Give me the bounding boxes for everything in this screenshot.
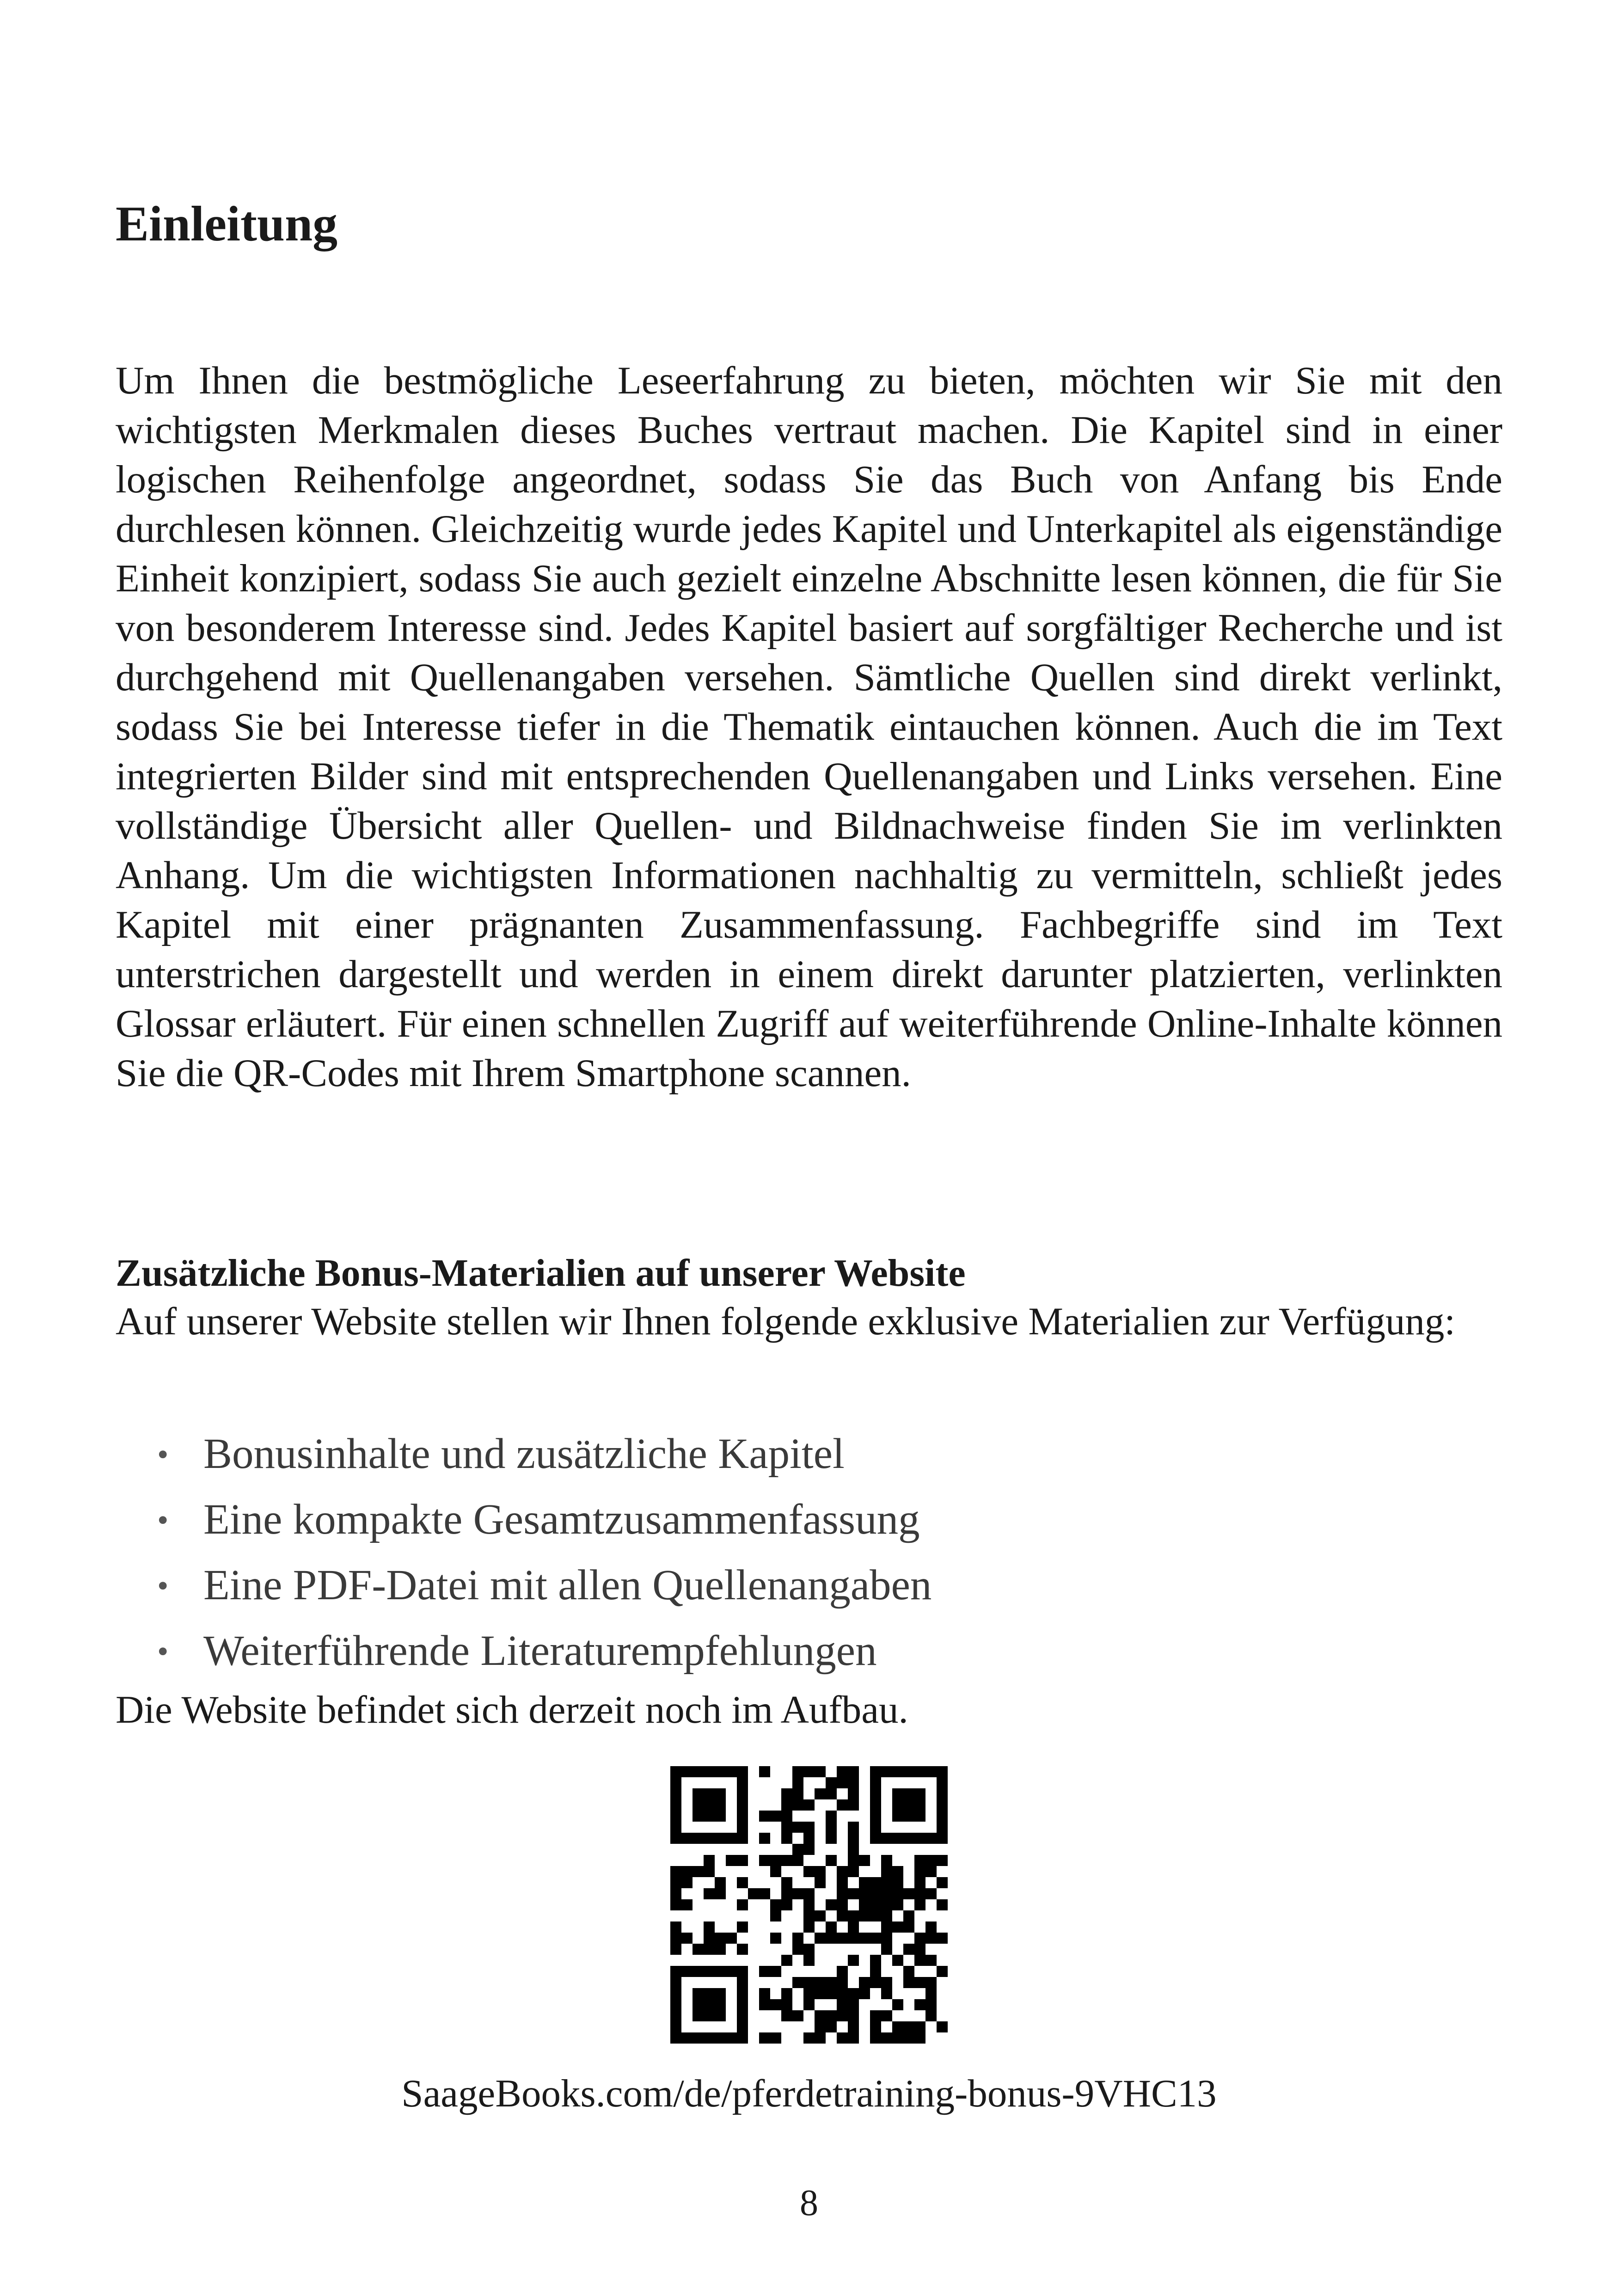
- list-item-label: Eine PDF-Datei mit allen Quellenangaben: [203, 1561, 932, 1609]
- list-item-label: Weiterführende Literaturempfehlungen: [203, 1627, 877, 1675]
- intro-paragraph: Um Ihnen die bestmögliche Leseerfahrung zu bieten, möchten wir Sie mit den wichtigsten Merkmalen dieses Buches vertraut machen. Die Kapitel sind in einer logischen Reihenfolge angeordnet, sodass Sie das Buch von Anfang bis Ende durchlesen können. Gleichzeitig wurde jedes Kapitel und Unterkapitel als eigenständige Einheit konzipiert, sodass Sie auch gezielt einzelne Abschnitte lesen können, die für Sie von besonderem Interesse sind. Jedes Kapitel basiert auf sorgfältiger Recherche und ist durchgehend mit Quellenangaben versehen. Sämtliche Quellen sind direkt verlinkt, sodass Sie bei Interesse tiefer in die Thematik eintauchen können. Auch die im Text integrierten Bilder sind mit entsprechenden Quellenangaben und Links versehen. Eine vollständige Übersicht aller Quellen- und Bildnachweise finden Sie im verlinkten Anhang. Um die wichtigsten Informationen nachhaltig zu vermitteln, schließt jedes Kapitel mit einer prägnanten Zusammenfassung. Fachbegriffe sind im Text unterstrichen dargestellt und werden in einem direkt darunter platzierten, verlinkten Glossar erläutert. Für einen schnellen Zugriff auf weiterführende Online-Inhalte können Sie die QR-Codes mit Ihrem Smartphone scannen.: [116, 359, 1502, 1095]
- qr-code-icon[interactable]: [670, 1766, 948, 2044]
- bonus-list: [157, 1422, 932, 1684]
- bullet-icon: •: [157, 1634, 169, 1670]
- list-item: [157, 1619, 932, 1684]
- list-item-label: Bonusinhalte und zusätzliche Kapitel: [203, 1430, 845, 1478]
- bonus-url[interactable]: SaageBooks.com/de/pferdetraining-bonus-9VHC13: [401, 2072, 1217, 2115]
- website-status-text: Die Website befindet sich derzeit noch im Aufbau.: [116, 1688, 908, 1731]
- bullet-icon: •: [157, 1437, 169, 1473]
- list-item: [157, 1487, 932, 1553]
- page-number: 8: [800, 2183, 818, 2223]
- list-item: [157, 1422, 932, 1487]
- list-item-label: Eine kompakte Gesamtzusammenfassung: [203, 1496, 920, 1543]
- bullet-icon: •: [157, 1503, 169, 1538]
- list-item: [157, 1553, 932, 1619]
- bonus-heading: Zusätzliche Bonus-Materialien auf unserer Website: [116, 1252, 966, 1295]
- bullet-icon: •: [157, 1568, 169, 1604]
- page-title: Einleitung: [116, 196, 338, 252]
- bonus-intro-text: Auf unserer Website stellen wir Ihnen folgende exklusive Materialien zur Verfügung:: [116, 1300, 1456, 1343]
